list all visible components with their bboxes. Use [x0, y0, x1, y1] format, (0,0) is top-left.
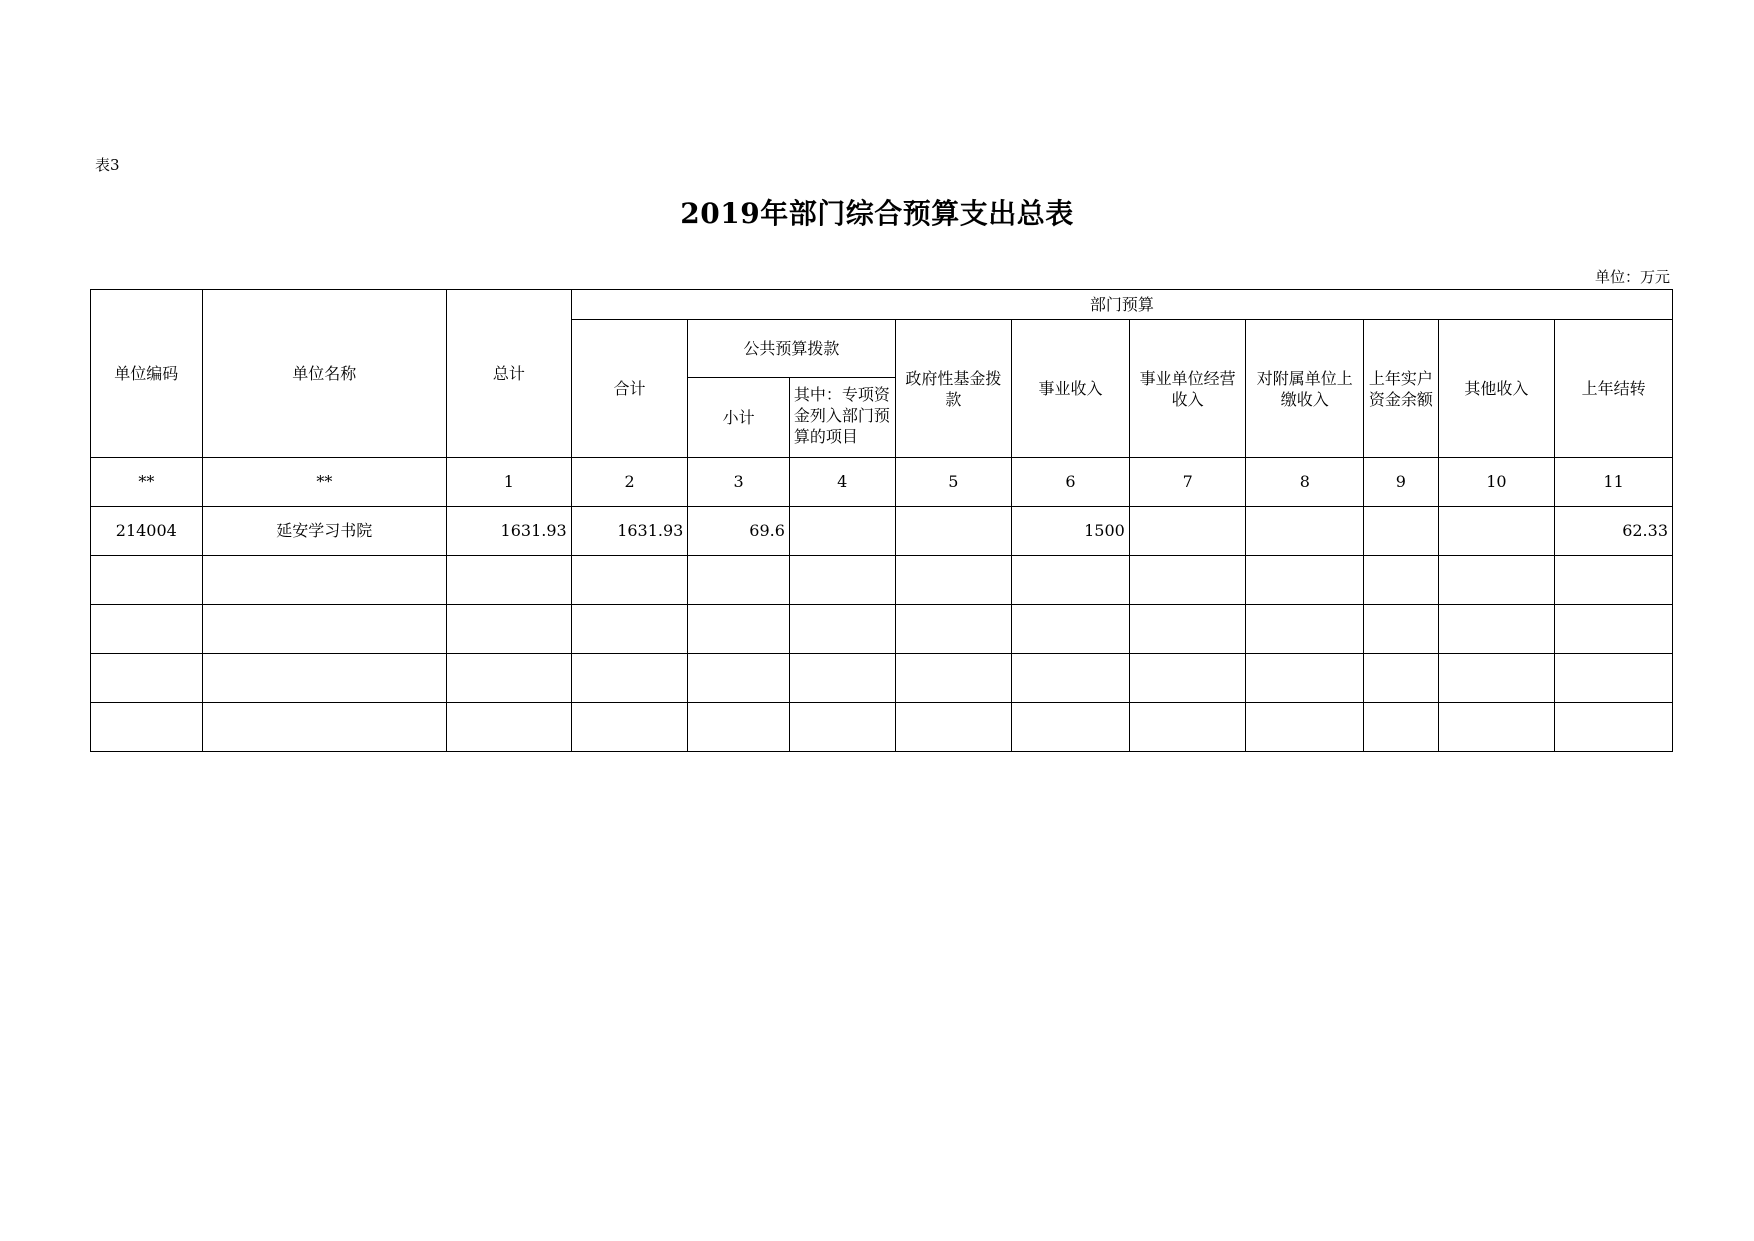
table-cell: [91, 556, 203, 605]
table-cell: [1012, 605, 1130, 654]
budget-table: [90, 289, 1673, 752]
header-affiliated-income: 对附属单位上缴收入: [1246, 320, 1364, 458]
table-cell: [1129, 556, 1246, 605]
table-cell: [571, 703, 688, 752]
unit-note: 单位：万元: [1594, 268, 1670, 286]
table-cell: [1364, 605, 1438, 654]
column-index-cell: 8: [1246, 458, 1364, 507]
header-subtotal-sum: 合计: [571, 320, 688, 458]
table-cell: [789, 703, 895, 752]
table-cell: 1631.93: [447, 507, 572, 556]
table-cell: [1555, 654, 1673, 703]
table-cell: [688, 703, 790, 752]
table-cell: [1555, 556, 1673, 605]
table-cell: [895, 654, 1012, 703]
table-cell: [1012, 703, 1130, 752]
table-cell: [1246, 605, 1364, 654]
table-cell: [1555, 703, 1673, 752]
table-cell: [1364, 703, 1438, 752]
column-index-cell: 7: [1129, 458, 1246, 507]
header-public-subtotal: 小计: [688, 378, 790, 458]
header-carryover: 上年结转: [1555, 320, 1673, 458]
table-cell: [447, 605, 572, 654]
table-cell: 1631.93: [571, 507, 688, 556]
table-cell: [789, 654, 895, 703]
table-cell: [1438, 605, 1555, 654]
table-cell: [688, 654, 790, 703]
table-cell: [571, 654, 688, 703]
table-cell: [688, 605, 790, 654]
table-cell: [571, 556, 688, 605]
header-prior-balance: 上年实户资金余额: [1364, 320, 1438, 458]
table-cell: [202, 654, 446, 703]
header-public-budget: 公共预算拨款: [688, 320, 895, 378]
table-cell: [202, 556, 446, 605]
table-cell: [1364, 507, 1438, 556]
column-index-row-group: [91, 458, 1673, 507]
table-cell: [1438, 507, 1555, 556]
column-index-cell: 9: [1364, 458, 1438, 507]
header-row-1: [91, 290, 1673, 320]
table-cell: [895, 556, 1012, 605]
header-business-income: 事业收入: [1012, 320, 1130, 458]
header-operating-income: 事业单位经营收入: [1129, 320, 1246, 458]
column-index-cell: 2: [571, 458, 688, 507]
column-index-cell: 10: [1438, 458, 1555, 507]
header-dept-budget: 部门预算: [571, 290, 1672, 320]
table-cell: [895, 703, 1012, 752]
table-row: [91, 556, 1673, 605]
table-cell: [1012, 556, 1130, 605]
table-cell: [1438, 654, 1555, 703]
table-header: [91, 290, 1673, 458]
table-cell: [688, 556, 790, 605]
table-row: [91, 605, 1673, 654]
table-cell: [202, 605, 446, 654]
table-cell: [1012, 654, 1130, 703]
table-number-label: 表3: [95, 156, 120, 174]
header-total: 总计: [447, 290, 572, 458]
table-cell: 69.6: [688, 507, 790, 556]
column-index-cell: 11: [1555, 458, 1673, 507]
table-row: [91, 654, 1673, 703]
table-cell: [447, 654, 572, 703]
column-index-cell: 3: [688, 458, 790, 507]
table-cell: [1438, 703, 1555, 752]
table-cell: [1246, 654, 1364, 703]
table-cell: [1555, 605, 1673, 654]
column-index-row: [91, 458, 1673, 507]
table-cell: [447, 556, 572, 605]
table-cell: [91, 703, 203, 752]
table-cell: 62.33: [1555, 507, 1673, 556]
table-cell: 1500: [1012, 507, 1130, 556]
table-row: [91, 703, 1673, 752]
table-cell: 延安学习书院: [202, 507, 446, 556]
table-cell: [789, 605, 895, 654]
table-row: [91, 507, 1673, 556]
table-cell: [1129, 703, 1246, 752]
column-index-cell: 1: [447, 458, 572, 507]
table-cell: [202, 703, 446, 752]
table-cell: [789, 556, 895, 605]
table-cell: [1246, 507, 1364, 556]
header-other-income: 其他收入: [1438, 320, 1555, 458]
header-unit-name: 单位名称: [202, 290, 446, 458]
table-cell: [1364, 654, 1438, 703]
table-cell: [1246, 556, 1364, 605]
header-special-funds: 其中：专项资金列入部门预算的项目: [793, 384, 890, 446]
table-cell: [895, 507, 1012, 556]
table-cell: [1129, 605, 1246, 654]
table-cell: [1364, 556, 1438, 605]
column-index-cell: 4: [789, 458, 895, 507]
column-index-cell: 6: [1012, 458, 1130, 507]
table-cell: 214004: [91, 507, 203, 556]
table-cell: [447, 703, 572, 752]
column-index-cell: 5: [895, 458, 1012, 507]
table-cell: [895, 605, 1012, 654]
column-index-cell: **: [91, 458, 203, 507]
table-cell: [91, 654, 203, 703]
header-gov-fund: 政府性基金拨款: [895, 320, 1012, 458]
header-special-funds-cell: [789, 378, 895, 458]
table-cell: [1129, 654, 1246, 703]
table-cell: [571, 605, 688, 654]
table-cell: [1129, 507, 1246, 556]
page-title: 2019年部门综合预算支出总表: [680, 197, 1074, 230]
column-index-cell: **: [202, 458, 446, 507]
table-body: [91, 507, 1673, 752]
table-cell: [1438, 556, 1555, 605]
table-cell: [91, 605, 203, 654]
table-cell: [1246, 703, 1364, 752]
table-cell: [789, 507, 895, 556]
header-unit-code: 单位编码: [91, 290, 203, 458]
